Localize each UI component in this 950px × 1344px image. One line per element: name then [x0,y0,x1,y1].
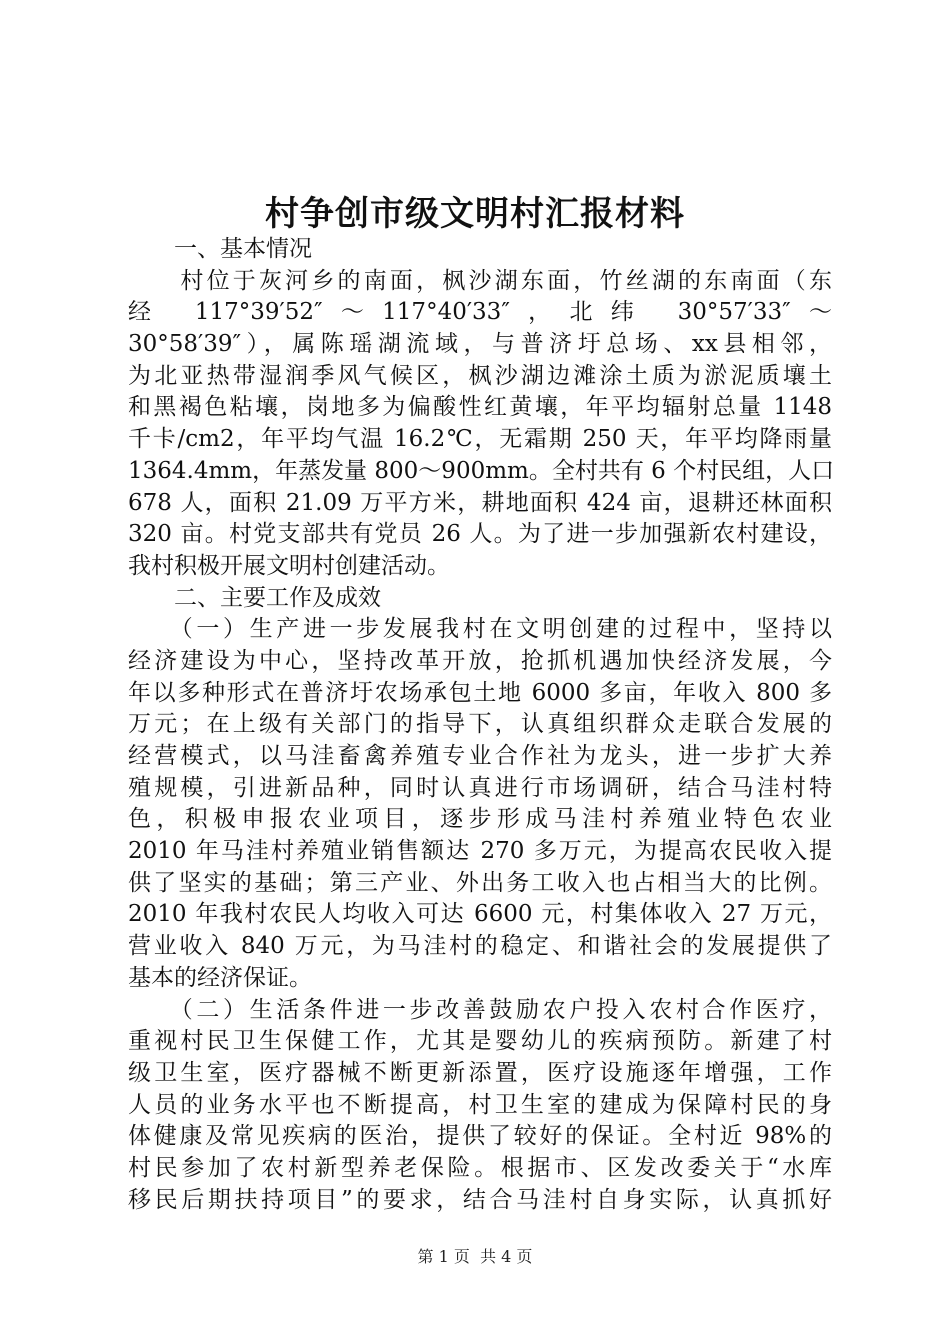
body-line: 经 117°39′52″～117°40′33″，北纬 30°57′33″～ [128,299,832,326]
body-line: 移民后期扶持项目”的要求，结合马洼村自身实际，认真抓好 [128,1186,832,1213]
body-line: 2010 年我村农民人均收入可达 6600 元，村集体收入 27 万元， [128,901,832,928]
body-line: 重视村民卫生保健工作，尤其是婴幼儿的疾病预防。新建了村 [128,1028,832,1055]
body-line: 营业收入 840 万元，为马洼村的稳定、和谐社会的发展提供了 [128,933,832,960]
body-line: 体健康及常见疾病的医治，提供了较好的保证。全村近 98%的 [128,1123,832,1150]
body-line: 殖规模，引进新品种，同时认真进行市场调研，结合马洼村特 [128,774,832,801]
body-line: 1364.4mm，年蒸发量 800～900mm。全村共有 6 个村民组，人口 [128,457,835,484]
body-line: 320 亩。村党支部共有党员 26 人。为了进一步加强新农村建设， [128,521,832,548]
body-line: 经营模式，以马洼畜禽养殖专业合作社为龙头，进一步扩大养 [128,743,832,769]
document-body [128,234,835,1216]
body-line: 为北亚热带湿润季风气候区，枫沙湖边滩涂土质为淤泥质壤土 [128,362,832,389]
body-line: 经济建设为中心，坚持改革开放，抢抓机遇加快经济发展，今 [128,647,832,674]
body-line: 一、基本情况 [128,236,312,262]
body-line: 30°58′39″），属陈瑶湖流域，与普济圩总场、xx县相邻， [128,331,832,358]
body-line: 和黑褐色粘壤，岗地多为偏酸性红黄壤，年平均辐射总量 1148 [128,394,832,421]
body-line: 村民参加了农村新型养老保险。根据市、区发改委关于“水库 [128,1154,832,1181]
body-line: （二）生活条件进一步改善鼓励农户投入农村合作医疗， [128,996,832,1023]
body-line: 2010 年马洼村养殖业销售额达 270 多万元，为提高农民收入提 [128,838,832,865]
document-title: 村争创市级文明村汇报材料 [265,194,685,234]
page-total: 共 4 页 [480,1247,533,1266]
body-line: 色，积极申报农业项目，逐步形成马洼村养殖业特色农业 [128,806,832,833]
page-footer [0,1244,950,1267]
body-line: 万元；在上级有关部门的指导下，认真组织群众走联合发展的 [128,711,832,738]
body-line: 千卡/cm2，年平均气温 16.2℃，无霜期 250 天，年平均降雨量 [128,426,832,453]
body-line: 供了坚实的基础；第三产业、外出务工收入也占相当大的比例。 [128,869,832,896]
body-line: 二、主要工作及成效 [128,584,381,611]
page-number: 第 1 页 [417,1247,470,1266]
body-line: 我村积极开展文明村创建活动。 [128,552,450,579]
body-line: 年以多种形式在普济圩农场承包土地 6000 多亩，年收入 800 多 [128,679,832,706]
body-line: 人员的业务水平也不断提高，村卫生室的建成为保障村民的身 [128,1091,832,1118]
body-line: 村位于灰河乡的南面，枫沙湖东面，竹丝湖的东南面（东 [128,267,832,294]
body-line: 678 人，面积 21.09 万平方米，耕地面积 424 亩，退耕还林面积 [128,489,832,516]
body-line: 基本的经济保证。 [128,964,312,991]
body-line: 级卫生室，医疗器械不断更新添置，医疗设施逐年增强，工作 [128,1059,832,1086]
body-line: （一）生产进一步发展我村在文明创建的过程中，坚持以 [128,616,832,643]
